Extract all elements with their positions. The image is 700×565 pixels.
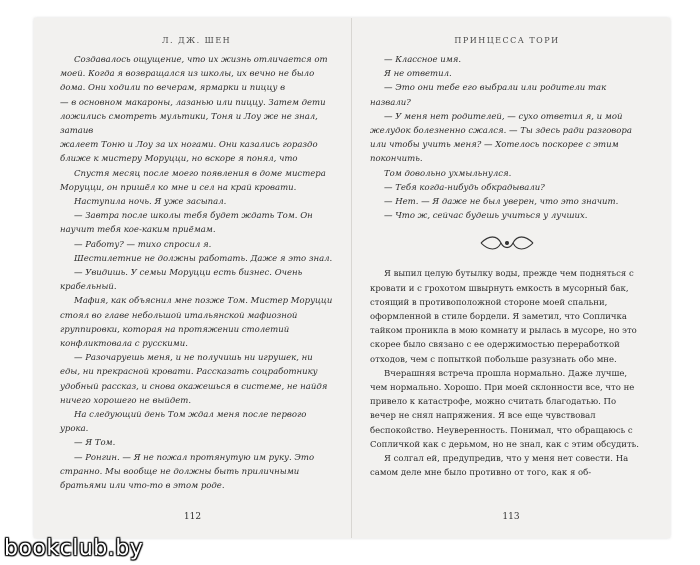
paragraph: Шестилетние не должны работать. Даже я это знал.: [74, 253, 333, 264]
paragraph: Мафия, как объяснил мне позже Том. Мистер Моруцци стоял во главе небольшой итальянской мафиозной группировки, которая на протяжении столетий конфликтовала с русскими.: [60, 296, 333, 350]
paragraph: — Ронгин. — Я не пожал протянутую им руку. Это странно. Мы вообще не должны быть приличными братьями или что-то в этом роде.: [60, 452, 315, 492]
paragraph: — Разочаруешь меня, и не получишь ни игрушек, ни еды, ни прекрасной кровати. Рассказать соцработнику удобный рассказ, и снова окажешься в системе, не найдя ничего хорошего не выйдет.: [60, 353, 328, 406]
paragraph: Вчерашняя встреча прошла нормально. Даже лучше, чем нормально. Хорошо. При моей склонности все, что не привело к катастрофе, можно считать благодатью. По вечер не снял напряжения. Я все еще чувствовал беспокойство. Неуверенность. Понимал, что обращаюсь с Сопличкой как с дерьмом, но не знал, как с этим обсудить.: [370, 368, 639, 450]
flourish-icon: [477, 233, 537, 253]
left-page: [34, 18, 352, 538]
paragraph: Я не ответил.: [384, 69, 452, 80]
right-page-number: 113: [502, 512, 520, 522]
paragraph: Я выпил целую бутылку воды, прежде чем подняться с кровати и с грохотом швырнуть емкость в мусорный бак, стоящий в противоположной стороне моей спальни, оформленной в стиле бордели. Я заметил, что Сопличка тайком проникла в мою комнату и рылась в мусоре, но это скорее было связано с ее одержимостью переработкой отходов, чем с попыткой побольше разузнать обо мне.: [370, 269, 637, 365]
paragraph: — У меня нет родителей, — сухо ответил я, и мой желудок болезненно сжался. — Ты здесь ради разговора или чтобы учить меня? — Хотелось поскорее с этим покончить.: [370, 111, 632, 165]
site-watermark: bookclub.by: [4, 536, 144, 561]
paragraph: Том довольно ухмыльнулся.: [384, 168, 512, 179]
paragraph: — Нет. — Я даже не был уверен, что это значит.: [384, 197, 619, 208]
right-page: [352, 18, 670, 538]
paragraph: — Что ж, сейчас будешь учиться у лучших.: [384, 211, 588, 222]
paragraph: — Это они тебе его выбрали или родители так назвали?: [370, 83, 607, 108]
paragraph: Наступила ночь. Я уже засыпал.: [74, 197, 227, 208]
left-page-text: [60, 53, 333, 493]
section-divider-ornament: [370, 231, 644, 255]
paragraph: — Я Том.: [74, 438, 116, 449]
paragraph: Спустя месяц после моего появления в доме мистера Моруцци, он пришёл ко мне и сел на край кровати.: [60, 168, 326, 193]
left-running-head: Л. ДЖ. ШЕН: [161, 36, 232, 45]
book-spread: [34, 18, 670, 538]
right-running-head: ПРИНЦЕССА ТОРИ: [454, 36, 560, 45]
paragraph: Я солгал ей, предупредив, что у меня нет совести. На самом деле мне было противно от того, как я об-: [370, 454, 629, 479]
paragraph: Создавалось ощущение, что их жизнь отличается от моей. Когда я возвращался из школы, их вечно не было дома. Они ходили по вечерам, ярмарки и пиццу в: [60, 55, 328, 94]
right-page-normal-text: [370, 267, 644, 480]
left-page-number: 112: [183, 512, 202, 522]
right-page-italic-text: [370, 53, 644, 223]
paragraph: На следующий день Том ждал меня после первого урока.: [60, 410, 307, 435]
paragraph: — в основном макароны, лазанью или пиццу. Затем дети ложились смотреть мультики, Тоня и Лоу же не знал, затаив: [60, 97, 326, 137]
paragraph: — Классное имя.: [384, 55, 462, 65]
paragraph: — Работу? — тихо спросил я.: [74, 239, 212, 250]
paragraph: — Увидишь. У семьи Моруцци есть бизнес. Очень крабельный.: [60, 268, 303, 293]
paragraph: — Тебя когда-нибудь обкрадывали?: [384, 182, 545, 193]
paragraph: жалеет Тоню и Лоу за их ногами. Они казались гораздо ближе к мистеру Моруцци, но вскоре я понял, что: [60, 140, 318, 165]
paragraph: — Завтра после школы тебя будет ждать Том. Он научит тебя кое-каким приёмам.: [60, 211, 313, 236]
